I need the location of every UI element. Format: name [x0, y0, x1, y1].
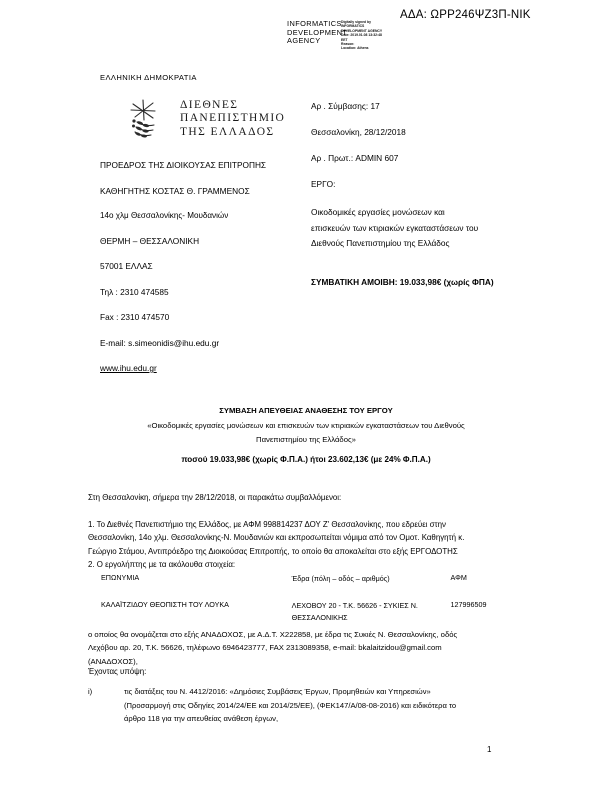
- institution-name-line-2: ΠΑΝΕΠΙΣΤΗΜΙΟ: [180, 112, 286, 125]
- sender-line-fax: Fax : 2310 474570: [100, 312, 170, 322]
- clause-line-3: άρθρο 118 για την απευθείας ανάθεση έργων,: [124, 714, 279, 724]
- contractor-address-line-1: ΛΕΧΟΒΟΥ 20 - Τ.Κ. 56626 - ΣΥΚΙΕΣ Ν.: [291, 601, 418, 610]
- column-header-address: Έδρα (πόλη – οδός – αριθμός): [291, 574, 390, 583]
- party-two-intro: 2. Ο εργολήπτης με τα ακόλουθα στοιχεία:: [88, 560, 236, 570]
- table-header-row: [88, 573, 525, 585]
- project-description-line-2: επισκευών των κτιριακών εγκαταστάσεων του: [311, 222, 479, 233]
- place-and-date: Θεσσαλονίκη, 28/12/2018: [311, 127, 406, 137]
- contractor-paragraph-line-1: ο οποίος θα ονομάζεται στο εξής ΑΝΑΔΟΧΟΣ, με Α.Δ.Τ. Χ222858, με έδρα τις Συκιές Ν. Θεσσαλονίκης, οδός: [88, 630, 458, 639]
- signature-agency-name: INFORMATICS DEVELOPMENT AGENCY: [287, 19, 348, 46]
- signature-detail-line-3: DEVELOPMENT AGENCY: [341, 28, 383, 33]
- institution-name: [180, 99, 285, 140]
- sender-website-link[interactable]: www.ihu.edu.gr: [100, 363, 157, 373]
- project-description: [311, 205, 531, 252]
- contract-body: [88, 491, 525, 572]
- olive-branch-emblem-icon: [127, 96, 173, 142]
- sender-line-city: ΘΕΡΜΗ – ΘΕΣΣΑΛΟΝΙΚΗ: [100, 235, 200, 246]
- ada-code: ΑΔΑ: ΩΡΡ246ΨΖ3Π-ΝΙΚ: [400, 9, 531, 21]
- signature-detail-line-6: Reason:: [341, 42, 355, 47]
- sender-line-president: ΠΡΟΕΔΡΟΣ ΤΗΣ ΔΙΟΙΚΟΥΣΑΣ ΕΠΙΤΡΟΠΗΣ: [100, 160, 267, 170]
- institution-name-line-1: ΔΙΕΘΝΕΣ: [180, 98, 239, 111]
- party-one-line-2: Θεσσαλονίκη, 14ο χλμ. Θεσσαλονίκης-Ν. Μουδανιών και εκπροσωπείται νόμιμα από τον Ομοτ. Καθηγητή κ.: [88, 533, 465, 543]
- clause-item-i: [88, 685, 529, 726]
- considering-label: Έχοντας υπόψη:: [88, 667, 147, 676]
- signature-detail-line-5: EET: [341, 37, 348, 42]
- contractor-address: [292, 600, 451, 624]
- contractor-paragraph-text: [88, 628, 529, 668]
- project-label: ΕΡΓΟ:: [311, 179, 336, 189]
- party-one-line-1: 1. Το Διεθνές Πανεπιστήμιο της Ελλάδος, με ΑΦΜ 998814237 ΔΟΥ Ζ' Θεσσαλονίκης, που εδρεύει στην: [88, 519, 446, 529]
- sender-address-block: [100, 160, 305, 389]
- clause-line-2: (Προσαρμογή στις Οδηγίες 2014/24/ΕΕ και 2014/25/ΕΕ), (ΦΕΚ147/Α/08-08-2016) και ειδικότερα το: [124, 700, 457, 710]
- contractor-paragraph: [88, 628, 529, 681]
- party-one-paragraph: [88, 518, 525, 572]
- sender-line-professor: ΚΑΘΗΓΗΤΗΣ ΚΟΣΤΑΣ Θ. ΓΡΑΜΜΕΝΟΣ: [100, 185, 250, 196]
- clause-text: [124, 685, 529, 726]
- protocol-number: Αρ . Πρωτ.: ADMIN 607: [311, 153, 399, 163]
- clause-marker: i): [88, 687, 93, 696]
- sender-line-street: 14ο χλμ Θεσσαλονίκης- Μουδανιών: [100, 211, 229, 220]
- contract-title-heading: ΣΥΜΒΑΣΗ ΑΠΕΥΘΕΙΑΣ ΑΝΑΘΕΣΗΣ ΤΟΥ ΕΡΓΟΥ: [219, 406, 393, 415]
- sender-line-email: E-mail: s.simeonidis@ihu.edu.gr: [100, 337, 220, 348]
- contractor-address-line-2: ΘΕΣΣΑΛΟΝΙΚΗΣ: [291, 613, 348, 622]
- hellenic-republic-label: ΕΛΛΗΝΙΚΗ ΔΗΜΟΚΡΑΤΙΑ: [100, 73, 197, 82]
- signature-detail-line-4: Date: 2019.01.08 13:32:48: [341, 33, 382, 38]
- sender-line-phone: Τηλ : 2310 474585: [100, 286, 169, 297]
- digital-signature-stamp: [287, 20, 407, 56]
- body-intro: Στη Θεσσαλονίκη, σήμερα την 28/12/2018, οι παρακάτω συμβαλλόμενοι:: [88, 493, 342, 502]
- contract-title-subject-line-2: Πανεπιστημίου της Ελλάδος»: [256, 435, 356, 444]
- contractor-paragraph-line-3: (ΑΝΑΔΟΧΟΣ),: [88, 656, 138, 666]
- contractor-afm: 127996509: [450, 600, 487, 609]
- contractor-name: ΚΑΛΑΪΤΖΙΔΟΥ ΘΕΟΠΙΣΤΗ ΤΟΥ ΛΟΥΚΑ: [101, 600, 229, 609]
- page-number: 1: [487, 745, 492, 754]
- contract-number: Αρ . Σύμβασης: 17: [311, 101, 380, 111]
- contract-fee: ΣΥΜΒΑΤΙΚΗ ΑΜΟΙΒΗ: 19.033,98€ (χωρίς ΦΠΑ): [311, 276, 494, 287]
- project-description-line-3: Διεθνούς Πανεπιστημίου της Ελλάδος: [311, 238, 450, 248]
- contract-title-block: [75, 404, 537, 448]
- institution-logo-block: [127, 96, 285, 142]
- signature-detail-line-1: Digitally signed by: [341, 20, 371, 24]
- signature-detail-line-7: Location: Athens: [341, 46, 369, 51]
- contract-amount-line: ποσού 19.033,98€ (χωρίς Φ.Π.Α.) ήτοι 23.602,13€ (με 24% Φ.Π.Α.): [181, 455, 431, 464]
- project-description-line-1: Οικοδομικές εργασίες μονώσεων και: [311, 207, 445, 217]
- column-header-afm: ΑΦΜ: [450, 573, 467, 582]
- contractor-details-table: [88, 573, 525, 624]
- clause-line-1: τις διατάξεις του Ν. 4412/2016: «Δημόσιες Συμβάσεις Έργων, Προμηθειών και Υπηρεσιών»: [124, 687, 431, 696]
- column-header-name: ΕΠΩΝΥΜΙΑ: [101, 573, 140, 582]
- institution-name-line-3: ΤΗΣ ΕΛΛΑΔΟΣ: [180, 125, 275, 138]
- signature-details: [341, 20, 405, 51]
- contract-title-subject-line-1: «Οικοδομικές εργασίες μονώσεων και επισκευών των κτιριακών εγκαταστάσεων του Διεθνούς: [147, 420, 465, 430]
- sender-line-postal: 57001 ΕΛΛΑΣ: [100, 261, 153, 271]
- table-row: [88, 600, 525, 624]
- document-meta-block: [311, 101, 531, 287]
- signature-detail-line-2: INFORMATICS: [341, 24, 365, 29]
- contractor-paragraph-line-2: Λεχόβου αρ. 20, Τ.Κ. 56626, τηλέφωνο 6946423777, FAX 2313089358, e-mail: bkalaitzidou@gmail.com: [88, 643, 442, 653]
- party-one-line-3: Γεώργιο Στάμου, Αντιπρόεδρο της Διοικούσας Επιτροπής, το οποίο θα αποκαλείται στο εξής ΕΡΓΟΔΟΤΗΣ: [88, 546, 458, 556]
